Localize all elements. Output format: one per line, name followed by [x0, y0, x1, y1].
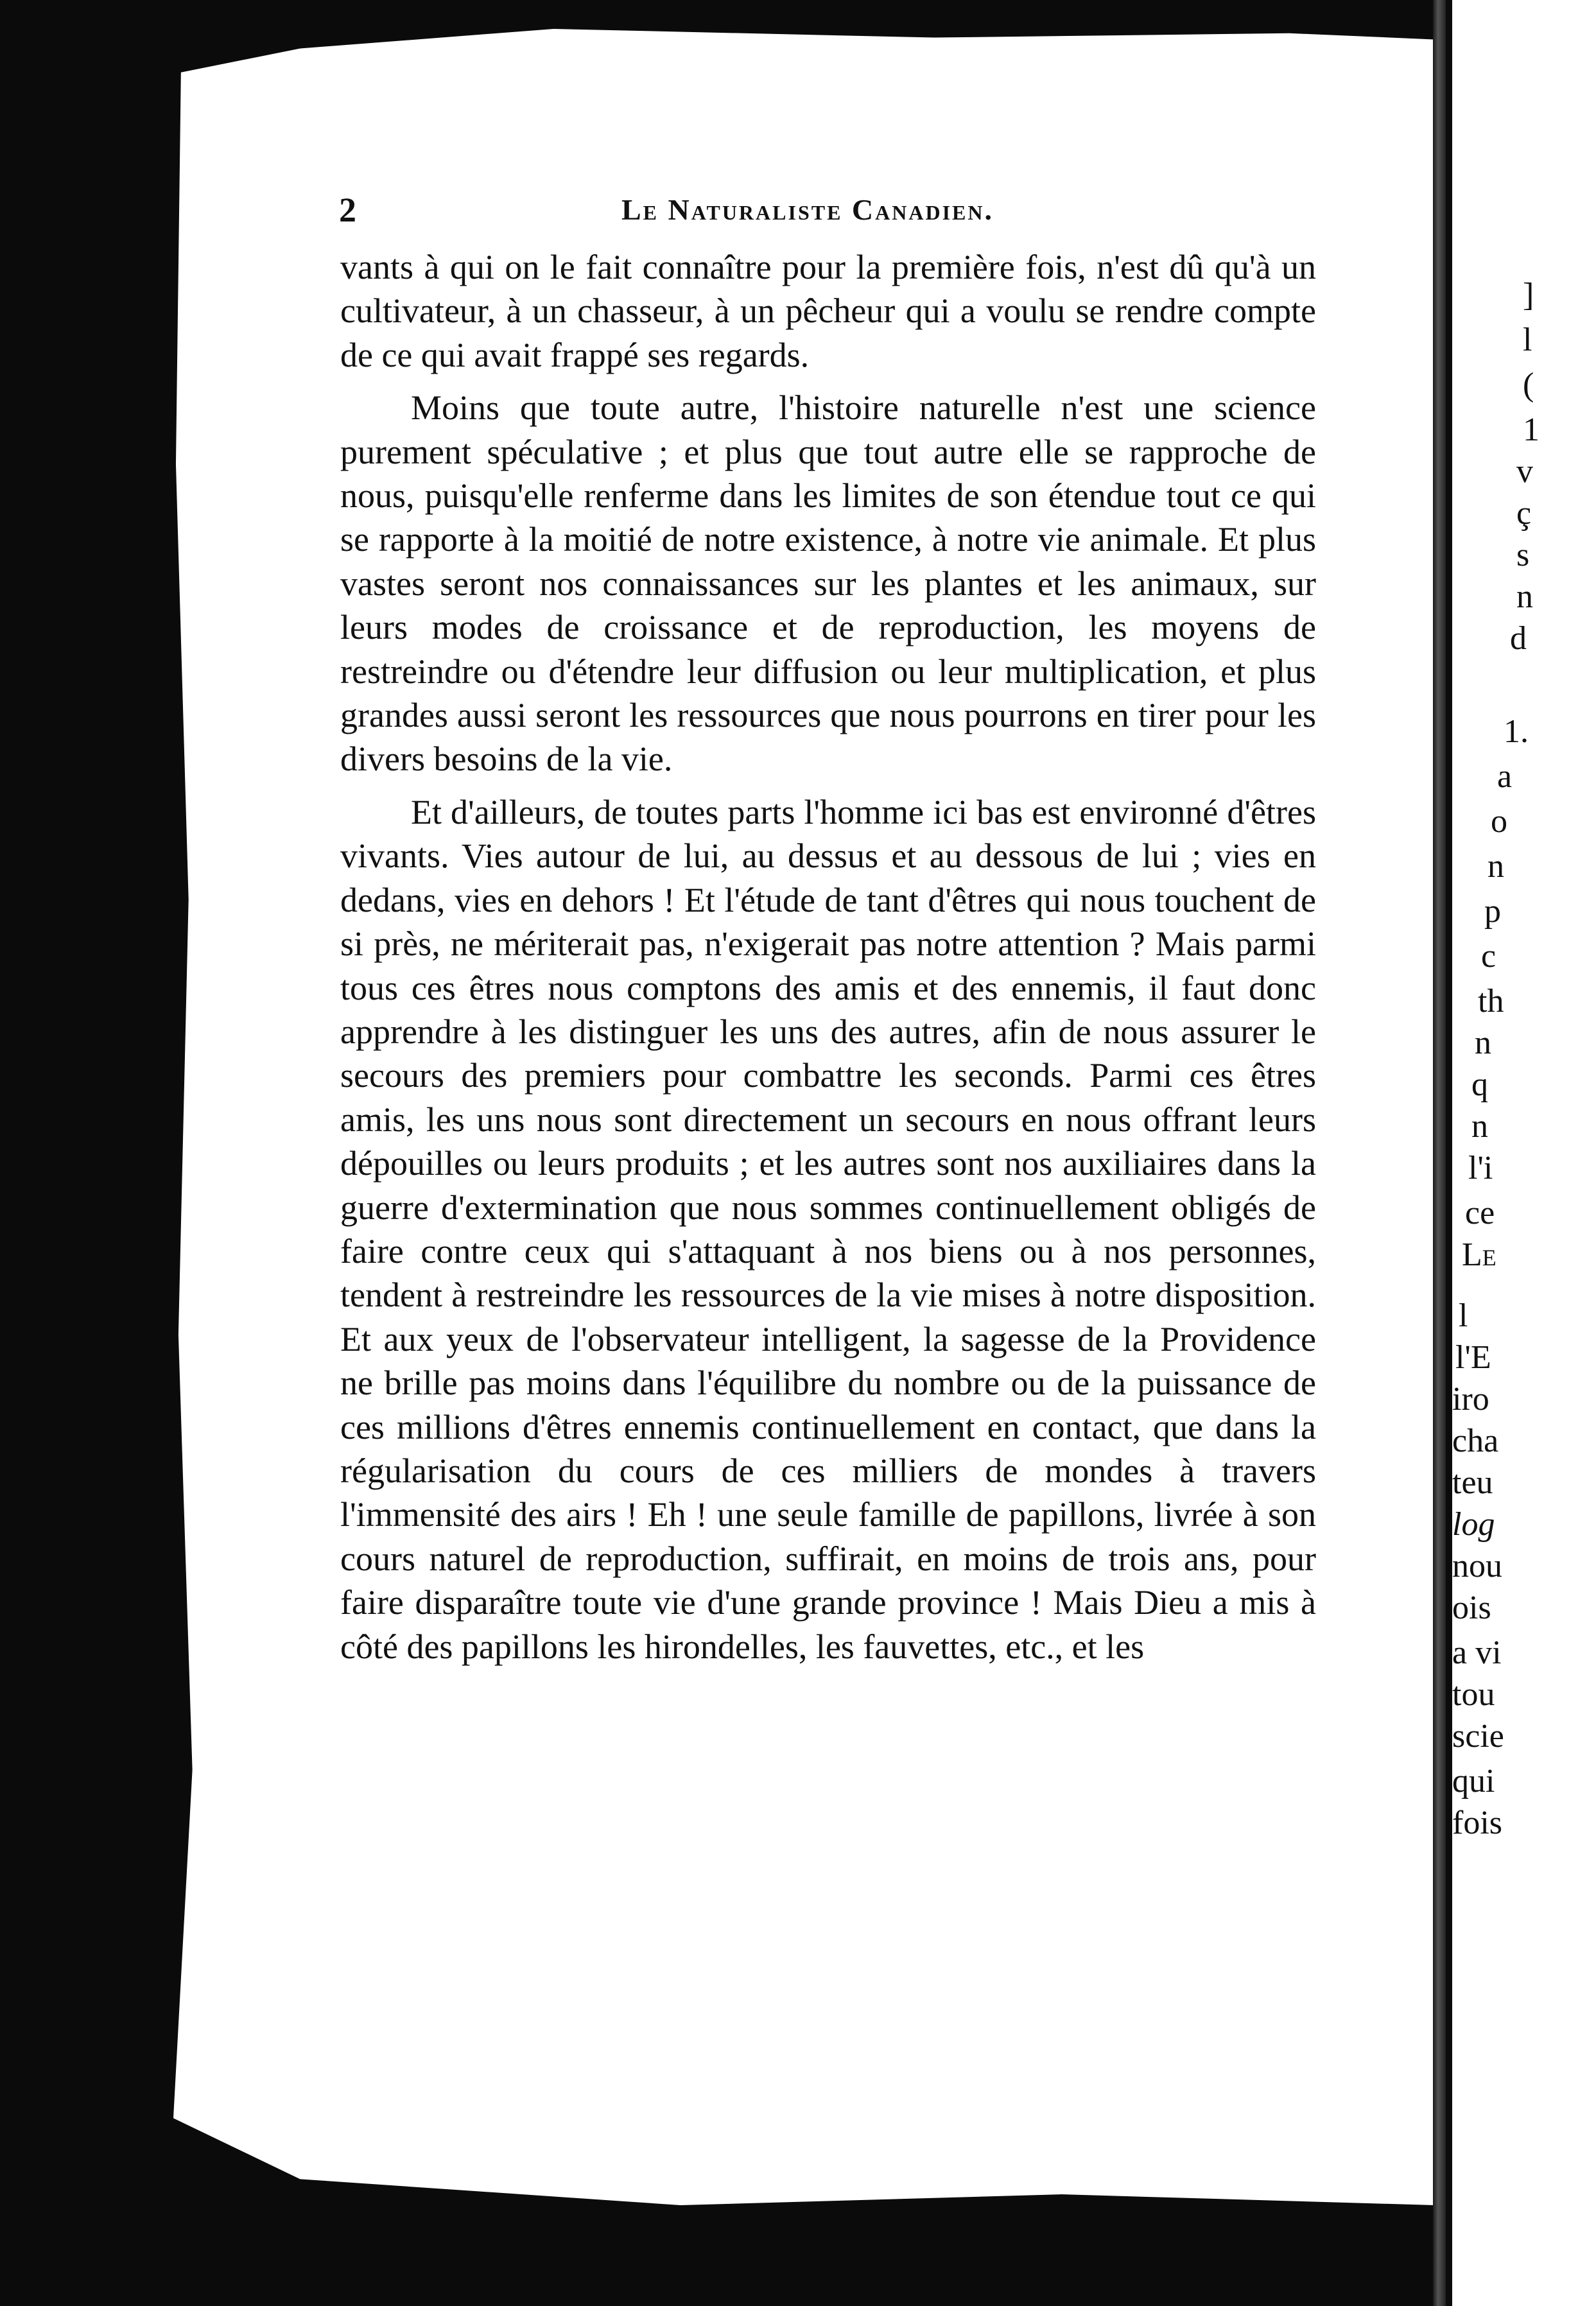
facing-page-fragment: scie	[1452, 1718, 1504, 1755]
facing-page-fragment: nou	[1452, 1548, 1502, 1584]
facing-page-fragment: cha	[1452, 1423, 1499, 1459]
paragraph: vants à qui on le fait connaître pour la première fois, n'est dû qu'à un cultivateur, à un chasseur, à un pêcheur qui a voulu se rendre compte de ce qui avait frappé ses regards.	[340, 248, 1316, 374]
facing-page-fragment: tou	[1452, 1676, 1495, 1713]
facing-page-strip	[1452, 0, 1596, 2306]
facing-page-fragment: Le	[1462, 1236, 1496, 1273]
facing-page-fragment: n	[1475, 1025, 1491, 1061]
facing-page-fragment: a vi	[1452, 1634, 1502, 1671]
facing-page-fragment: v	[1516, 453, 1533, 490]
facing-page-fragment: teu	[1452, 1464, 1493, 1501]
facing-page-fragment: l'i	[1468, 1150, 1493, 1186]
facing-page-fragment: p	[1484, 893, 1501, 930]
facing-page-fragment: n	[1471, 1108, 1488, 1145]
facing-page-fragment: l'E	[1455, 1339, 1491, 1376]
facing-page-fragment: a	[1497, 758, 1513, 795]
facing-page-fragment: l	[1459, 1297, 1468, 1334]
facing-page-fragment: n	[1516, 578, 1533, 615]
body-text	[340, 245, 1316, 1669]
facing-page-fragment: c	[1481, 938, 1496, 975]
page-number: 2	[339, 191, 356, 229]
facing-page-fragment: ce	[1465, 1195, 1495, 1231]
facing-page-fragment: ]	[1523, 277, 1534, 313]
page-gutter-edge	[1433, 0, 1446, 2306]
facing-page-fragment: (	[1523, 367, 1534, 403]
page-header	[339, 190, 1321, 235]
facing-page-fragment: iro	[1452, 1381, 1489, 1417]
facing-page-fragment: l	[1523, 322, 1532, 358]
paragraph: Moins que toute autre, l'histoire naturelle n'est une science purement spéculative ; et plus que tout autre elle se rapproche de nous, puisqu'elle renferme dans les limites de son étendue tout ce qui se rapporte à la moitié de notre existence, à notre vie animale. Et plus vastes seront nos connaissances sur les plantes et les animaux, sur leurs modes de croissance et de reproduction, les moyens de restreindre ou d'étendre leur diffusion ou leur multiplication, et plus grandes aussi seront les ressources que nous pourrons en tirer pour les divers besoins de la vie.	[340, 388, 1316, 779]
facing-page-fragment: ç	[1516, 495, 1532, 532]
facing-page-fragment: ois	[1452, 1590, 1491, 1626]
facing-page-fragment: qui	[1452, 1763, 1495, 1799]
facing-page-fragment: log	[1452, 1506, 1495, 1543]
facing-page-fragment: s	[1516, 537, 1530, 573]
facing-page-fragment: q	[1471, 1066, 1488, 1103]
paragraph: Et d'ailleurs, de toutes parts l'homme ici bas est environné d'êtres vivants. Vies autour de lui, au dessus et au dessous de lui ; vies en dedans, vies en dehors ! Et l'étude de tant d'êtres qui nous touchent de si près, ne mériterait pas, n'exigerait pas notre attention ? Mais parmi tous ces êtres nous comptons des amis et des ennemis, il faut donc apprendre à les distinguer les uns des autres, afin de nous assurer le secours des premiers pour combattre les seconds. Parmi ces êtres amis, les uns nous sont directement un secours en nous offrant leurs dépouilles ou leurs produits ; et les autres sont nos auxiliaires dans la guerre d'extermination que nous sommes continuellement obligés de faire contre ceux qui s'attaquant à nos biens ou à nos personnes, tendent à restreindre les ressources de la vie mises à notre disposition. Et aux yeux de l'observateur intelligent, la sagesse de la Providence ne brille pas moins dans l'équilibre du nombre ou de la puissance de ces millions d'êtres ennemis continuellement en contact, que dans la régularisation du cours de ces milliers de mondes à travers l'immensité des airs ! Eh ! une seule famille de papillons, livrée à son cours naturel de reproduction, suffirait, en moins de trois ans, pour faire disparaître toute vie d'une grande province ! Mais Dieu a mis à côté des papillons les hirondelles, les fauvettes, etc., et les	[340, 792, 1316, 1666]
facing-page-fragment: fois	[1452, 1805, 1502, 1841]
facing-page-fragment: o	[1491, 803, 1507, 840]
facing-page-fragment: th	[1478, 983, 1504, 1019]
facing-page-fragment: d	[1510, 620, 1527, 657]
running-title: Le Naturaliste Canadien.	[621, 193, 994, 226]
facing-page-fragment: 1.	[1504, 713, 1529, 750]
facing-page-fragment: n	[1488, 848, 1504, 885]
facing-page-fragment: 1	[1523, 412, 1540, 448]
